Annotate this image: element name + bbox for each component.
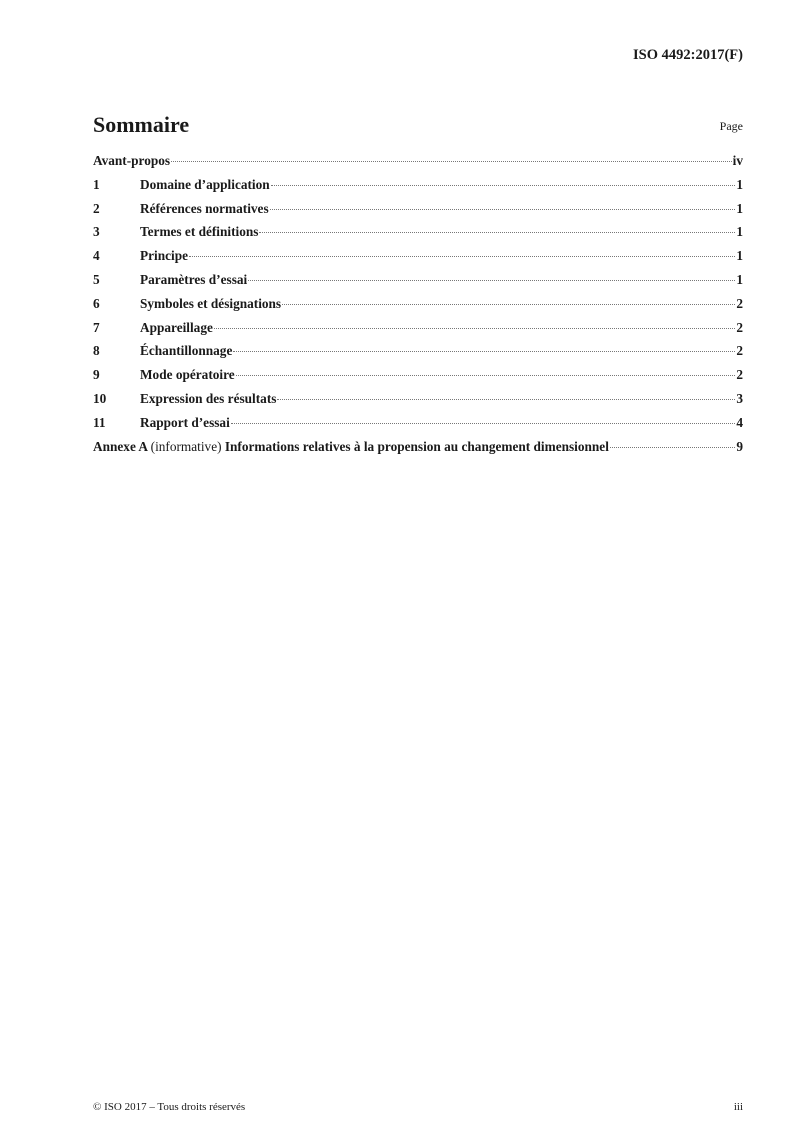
dot-leader bbox=[248, 280, 735, 281]
toc-entry-label: Symboles et désignations bbox=[140, 295, 282, 311]
toc-entry-number: 5 bbox=[93, 271, 100, 287]
toc-entry[interactable] bbox=[93, 248, 743, 272]
dot-leader bbox=[214, 328, 735, 329]
toc-entry-page: 1 bbox=[736, 271, 743, 287]
toc-entry-page: 1 bbox=[736, 248, 743, 264]
toc-entry-label: Références normatives bbox=[140, 200, 269, 216]
toc-entry[interactable] bbox=[93, 343, 743, 367]
page-number: iii bbox=[733, 1101, 743, 1113]
toc-entry-annex[interactable] bbox=[93, 439, 743, 463]
toc-entry-number: 1 bbox=[93, 176, 100, 192]
toc-entry-page: 3 bbox=[736, 390, 743, 406]
toc-entry-label: Termes et définitions bbox=[140, 224, 259, 240]
toc-entry-page: 2 bbox=[736, 367, 743, 383]
toc-entry-number: 3 bbox=[93, 224, 100, 240]
toc-entry-page: 2 bbox=[736, 343, 743, 359]
toc-entry[interactable] bbox=[93, 201, 743, 225]
toc-entry-label: Domaine d’application bbox=[140, 176, 270, 192]
dot-leader bbox=[270, 209, 736, 210]
dot-leader bbox=[171, 161, 732, 162]
page-title: Sommaire bbox=[93, 112, 190, 137]
dot-leader bbox=[271, 185, 736, 186]
toc-entry-label: Expression des résultats bbox=[140, 390, 277, 406]
toc-entry-label: Principe bbox=[140, 248, 189, 264]
toc-entry-number: 10 bbox=[93, 390, 107, 406]
toc-entry-page: 1 bbox=[736, 224, 743, 240]
toc-entry[interactable] bbox=[93, 177, 743, 201]
dot-leader bbox=[277, 399, 735, 400]
copyright: © ISO 2017 – Tous droits réservés bbox=[93, 1101, 246, 1113]
toc-entry[interactable] bbox=[93, 272, 743, 296]
toc-entry[interactable] bbox=[93, 415, 743, 439]
toc-entry-label: Appareillage bbox=[140, 319, 213, 335]
annex-title: Informations relatives à la propension au changement dimensionnel bbox=[224, 438, 609, 454]
toc-entry[interactable] bbox=[93, 224, 743, 248]
toc-entry-number: 6 bbox=[93, 295, 100, 311]
footer bbox=[93, 1101, 743, 1113]
toc-entry-page: 1 bbox=[736, 200, 743, 216]
toc-entry-number: 7 bbox=[93, 319, 100, 335]
toc-entry-label: Avant-propos bbox=[93, 153, 171, 168]
toc-entry-label bbox=[93, 439, 609, 455]
toc-entry-page: 4 bbox=[736, 414, 743, 430]
dot-leader bbox=[236, 375, 736, 376]
toc-entry[interactable] bbox=[93, 153, 743, 177]
toc-entry-page: 2 bbox=[736, 319, 743, 335]
toc-entry[interactable] bbox=[93, 391, 743, 415]
dot-leader bbox=[189, 256, 735, 257]
page-column-label: Page bbox=[719, 119, 743, 133]
annex-prefix: Annexe A bbox=[93, 438, 148, 454]
document-id: ISO 4492:2017(F) bbox=[633, 47, 743, 63]
toc-entry[interactable] bbox=[93, 296, 743, 320]
dot-leader bbox=[231, 423, 736, 424]
toc-entry-page: iv bbox=[732, 153, 743, 168]
toc-entry[interactable] bbox=[93, 367, 743, 391]
toc-entry[interactable] bbox=[93, 320, 743, 344]
toc-entry-page: 1 bbox=[736, 176, 743, 192]
toc-entry-label: Échantillonnage bbox=[140, 343, 233, 359]
toc-entry-number: 2 bbox=[93, 200, 100, 216]
toc-entry-page: 9 bbox=[736, 438, 743, 454]
toc-entry-number: 8 bbox=[93, 343, 100, 359]
toc-entry-number: 4 bbox=[93, 248, 100, 264]
toc-entry-page: 2 bbox=[736, 295, 743, 311]
dot-leader bbox=[282, 304, 735, 305]
toc-entry-label: Mode opératoire bbox=[140, 367, 235, 383]
toc-entry-label: Rapport d’essai bbox=[140, 414, 230, 430]
toc-entry-number: 11 bbox=[93, 414, 106, 430]
dot-leader bbox=[233, 351, 735, 352]
annex-note: (informative) bbox=[150, 438, 222, 454]
toc-entry-label: Paramètres d’essai bbox=[140, 271, 248, 287]
dot-leader bbox=[610, 447, 735, 448]
toc-entry-number: 9 bbox=[93, 367, 100, 383]
dot-leader bbox=[259, 232, 735, 233]
table-of-contents bbox=[93, 153, 743, 462]
